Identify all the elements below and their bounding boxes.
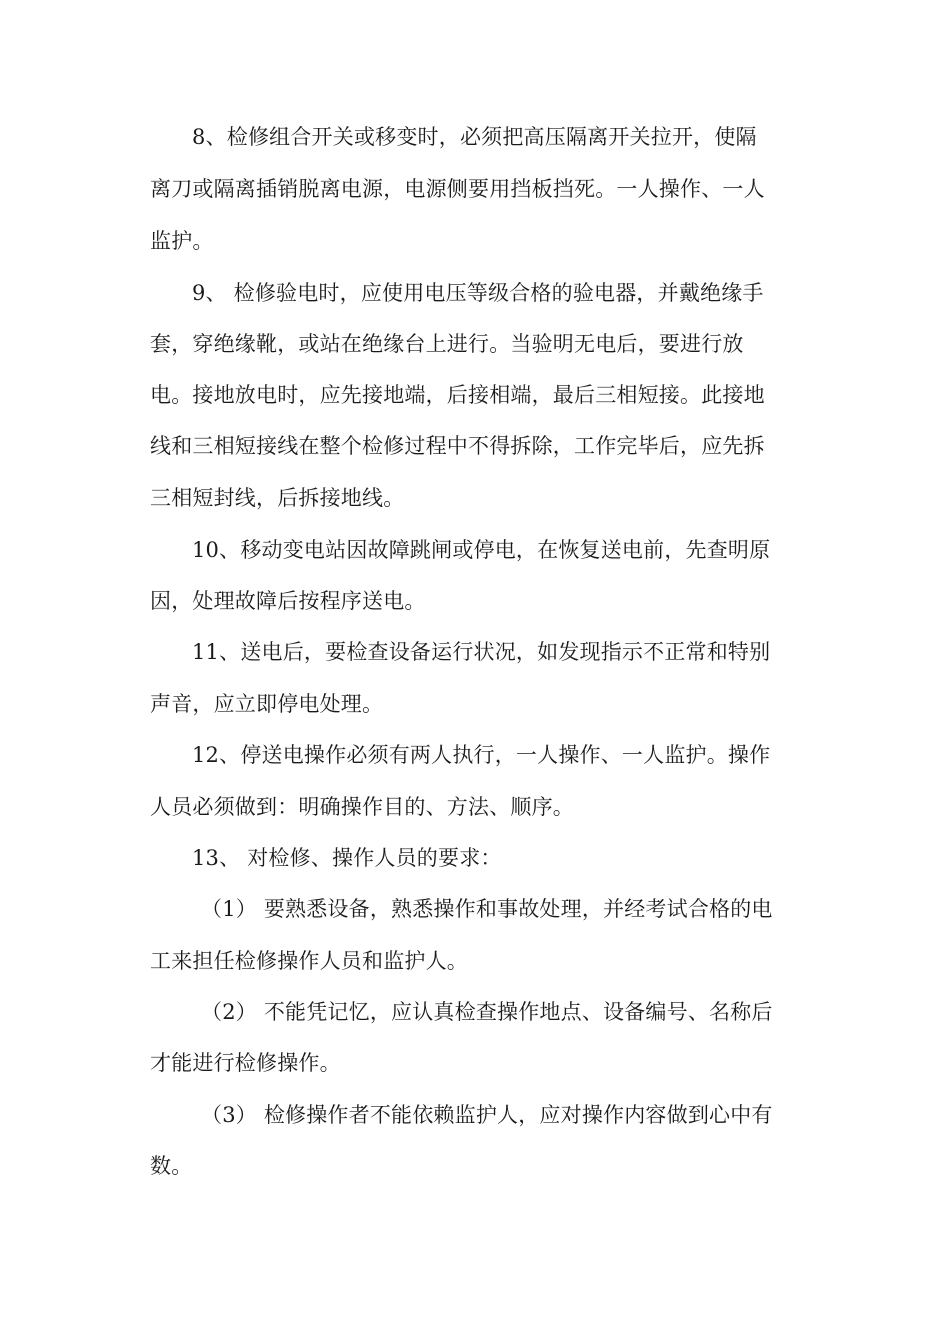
para-9-line-5: 三相短封线，后拆接地线。 bbox=[150, 486, 405, 510]
item-3-line-2: 数。 bbox=[150, 1154, 193, 1178]
para-12-line-2: 人员必须做到：明确操作目的、方法、顺序。 bbox=[150, 795, 574, 819]
para-9-line-3: 电。接地放电时，应先接地端，后接相端，最后三相短接。此接地 bbox=[150, 383, 765, 407]
item-3-line-1: （3） 检修操作者不能依赖监护人，应对操作内容做到心中有 bbox=[201, 1103, 773, 1127]
item-2-line-2: 才能进行检修操作。 bbox=[150, 1051, 341, 1075]
para-11-line-1: 11、送电后，要检查设备运行状况，如发现指示不正常和特别 bbox=[192, 640, 771, 664]
para-13-heading: 13、 对检修、操作人员的要求： bbox=[192, 846, 502, 870]
para-9-line-2: 套，穿绝缘靴，或站在绝缘台上进行。当验明无电后，要进行放 bbox=[150, 332, 744, 356]
para-11-line-2: 声音，应立即停电处理。 bbox=[150, 692, 384, 716]
para-10-line-1: 10、移动变电站因故障跳闸或停电，在恢复送电前，先查明原 bbox=[192, 538, 771, 562]
item-1-line-2: 工来担任检修操作人员和监护人。 bbox=[150, 949, 468, 973]
para-9-line-4: 线和三相短接线在整个检修过程中不得拆除，工作完毕后，应先拆 bbox=[150, 434, 765, 458]
item-1-line-1: （1） 要熟悉设备，熟悉操作和事故处理，并经考试合格的电 bbox=[201, 897, 773, 921]
item-2-line-1: （2） 不能凭记忆，应认真检查操作地点、设备编号、名称后 bbox=[201, 1000, 773, 1024]
para-8-line-2: 离刀或隔离插销脱离电源，电源侧要用挡板挡死。一人操作、一人 bbox=[150, 177, 765, 201]
para-10-line-2: 因，处理故障后按程序送电。 bbox=[150, 589, 426, 613]
para-8-line-3: 监护。 bbox=[150, 229, 214, 253]
para-8-line-1: 8、检修组合开关或移变时，必须把高压隔离开关拉开，使隔 bbox=[192, 125, 757, 149]
para-9-line-1: 9、 检修验电时，应使用电压等级合格的验电器，并戴绝缘手 bbox=[192, 281, 764, 305]
para-12-line-1: 12、停送电操作必须有两人执行，一人操作、一人监护。操作 bbox=[192, 743, 771, 767]
